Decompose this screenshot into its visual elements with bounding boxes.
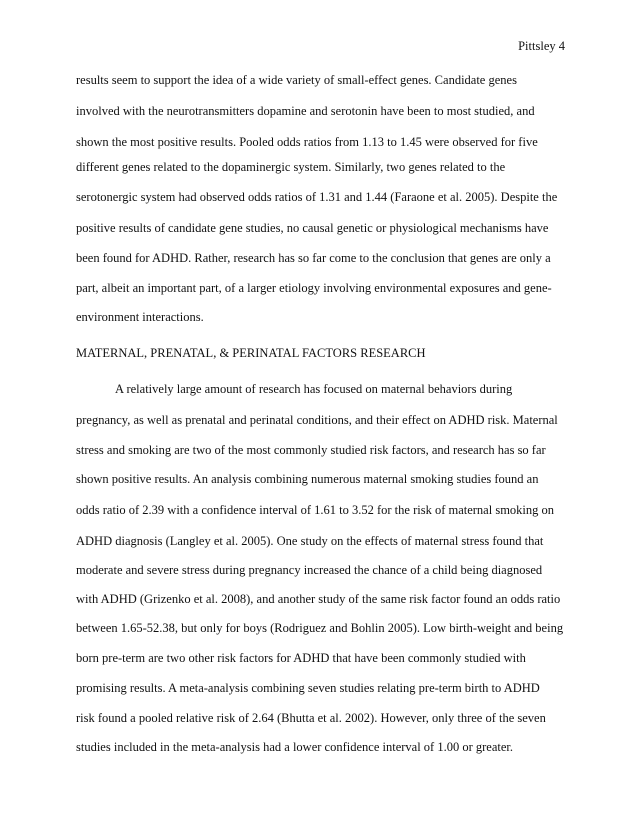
body-line-12: stress and smoking are two of the most commonly studied risk factors, and research has so far xyxy=(76,443,546,457)
body-line-6: positive results of candidate gene studies, no causal genetic or physiological mechanisms have xyxy=(76,221,549,235)
body-line-15: ADHD diagnosis (Langley et al. 2005). One study on the effects of maternal stress found that xyxy=(76,534,544,548)
body-line-4: different genes related to the dopaminergic system. Similarly, two genes related to the xyxy=(76,160,506,174)
body-line-9: environment interactions. xyxy=(76,310,204,324)
body-line-22: studies included in the meta-analysis had a lower confidence interval of 1.00 or greater. xyxy=(76,740,513,754)
body-line-19: born pre-term are two other risk factors for ADHD that have been commonly studied with xyxy=(76,651,526,665)
body-line-5: serotonergic system had observed odds ratios of 1.31 and 1.44 (Faraone et al. 2005). Despite the xyxy=(76,190,558,204)
body-line-17: with ADHD (Grizenko et al. 2008), and another study of the same risk factor found an odds ratio xyxy=(76,592,561,606)
section-heading: MATERNAL, PRENATAL, & PERINATAL FACTORS RESEARCH xyxy=(76,346,426,360)
body-line-2: involved with the neurotransmitters dopamine and serotonin have been to most studied, and xyxy=(76,104,535,118)
body-line-14: odds ratio of 2.39 with a confidence interval of 1.61 to 3.52 for the risk of maternal smoking on xyxy=(76,503,555,517)
body-line-11: pregnancy, as well as prenatal and perinatal conditions, and their effect on ADHD risk. Maternal xyxy=(76,413,558,427)
running-head: Pittsley 4 xyxy=(518,39,565,53)
body-line-21: risk found a pooled relative risk of 2.64 (Bhutta et al. 2002). However, only three of the seven xyxy=(76,711,546,725)
body-line-3: shown the most positive results. Pooled odds ratios from 1.13 to 1.45 were observed for five xyxy=(76,135,538,149)
body-line-8: part, albeit an important part, of a larger etiology involving environmental exposures and gene- xyxy=(76,281,552,295)
body-line-18: between 1.65-52.38, but only for boys (Rodriguez and Bohlin 2005). Low birth-weight and being xyxy=(76,621,564,635)
body-line-10: A relatively large amount of research has focused on maternal behaviors during xyxy=(115,382,513,396)
body-line-13: shown positive results. An analysis combining numerous maternal smoking studies found an xyxy=(76,472,539,486)
body-line-16: moderate and severe stress during pregnancy increased the chance of a child being diagnosed xyxy=(76,563,543,577)
body-line-20: promising results. A meta-analysis combining seven studies relating pre-term birth to ADHD xyxy=(76,681,540,695)
body-line-7: been found for ADHD. Rather, research has so far come to the conclusion that genes are only a xyxy=(76,251,551,265)
body-line-1: results seem to support the idea of a wide variety of small-effect genes. Candidate genes xyxy=(76,73,517,87)
